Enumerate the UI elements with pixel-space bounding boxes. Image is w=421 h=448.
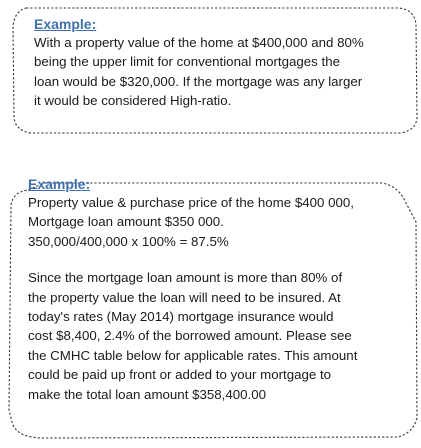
box2-para2-line-3: today's rates (May 2014) mortgage insurance would [28,309,334,325]
box2-para2-line-1: Since the mortgage loan amount is more than 80% of [28,270,343,286]
example-box-2 [0,170,421,448]
box1-line-1: With a property value of the home at $400,000 and 80% [34,35,364,50]
example-heading: Example: [34,16,97,32]
example-heading: Example: [28,176,91,192]
box2-line-1: Property value & purchase price of the home $400 000, [28,195,354,210]
box2-para2-line-5: the CMHC table below for applicable rates. This amount [28,347,358,363]
box1-line-2: being the upper limit for conventional mortgages the [34,54,341,70]
box1-line-4: it would be considered High-ratio. [34,93,232,109]
box2-para2-line-4: cost $8,400, 2.4% of the borrowed amount. Please see [28,328,352,344]
box2-line-3: 350,000/400,000 x 100% = 87.5% [28,233,229,249]
box2-line-2: Mortgage loan amount $350 000. [28,214,224,230]
box2-para2-line-7: make the total loan amount $358,400.00 [28,386,267,402]
example-box-1 [0,0,421,141]
box1-line-3: loan would be $320,000. If the mortgage was any larger [34,73,363,89]
box2-para2-line-6: could be paid up front or added to your mortgage to [28,367,332,383]
box2-para2-line-2: the property value the loan will need to be insured. At [28,289,341,305]
